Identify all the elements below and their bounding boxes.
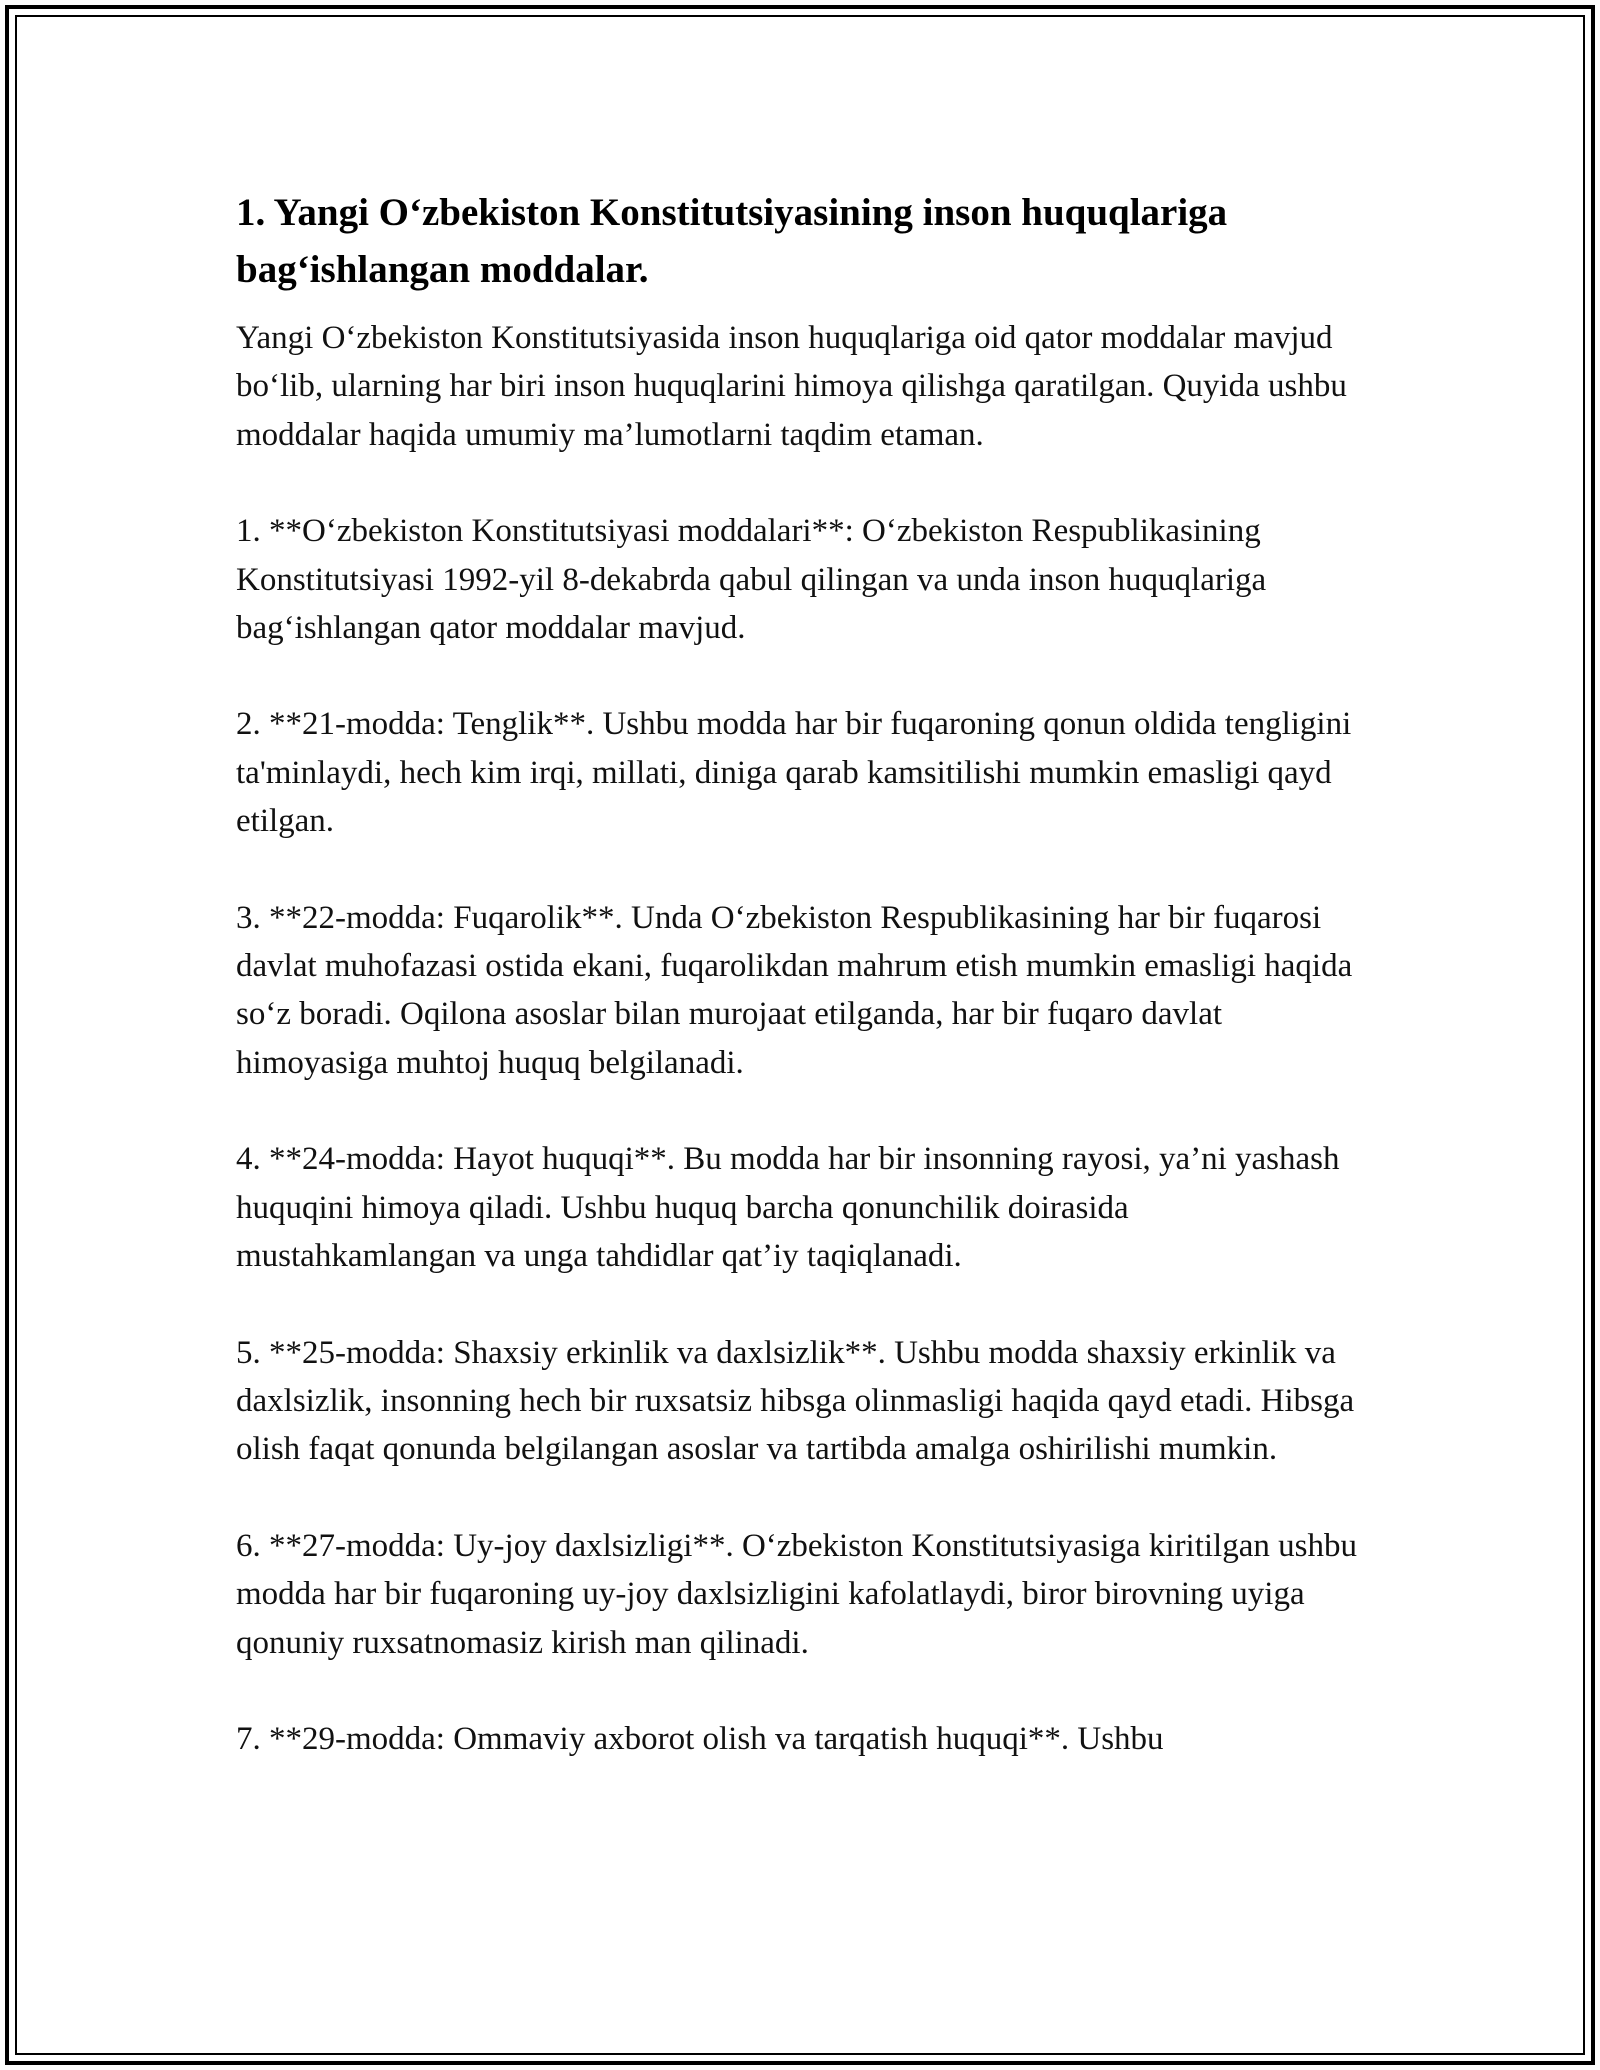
intro-paragraph: Yangi O‘zbekiston Konstitutsiyasida inson huquqlariga oid qator moddalar mavjud bo‘lib, ularning har biri inson huquqlarini himoya qilishga qaratilgan. Quyida ushbu moddalar haqida umumiy ma’lumotlarni taqdim etaman. (236, 320, 1347, 453)
document-title: 1. Yangi O‘zbekiston Konstitutsiyasining inson huquqlariga bag‘ishlangan moddalar. (236, 191, 1228, 291)
list-item-article-24: 4. **24-modda: Hayot huquqi**. Bu modda har bir insonning rayosi, ya’ni yashash huquqini himoya qiladi. Ushbu huquq barcha qonunchilik doirasida mustahkamlangan va unga tahdidlar qat’iy taqiqlanadi. (236, 1141, 1340, 1275)
document-body (236, 184, 1376, 1811)
list-item-article-29: 7. **29-modda: Ommaviy axborot olish va tarqatish huquqi**. Ushbu (236, 1720, 1164, 1757)
list-item-article-21: 2. **21-modda: Tenglik**. Ushbu modda har bir fuqaroning qonun oldida tengligini ta'minlaydi, hech kim irqi, millati, diniga qarab kamsitilishi mumkin emasligi qayd etilgan. (236, 706, 1352, 840)
list-item-article-27: 6. **27-modda: Uy-joy daxlsizligi**. O‘zbekiston Konstitutsiyasiga kiritilgan ushbu modda har bir fuqaroning uy-joy daxlsizligini kafolatlaydi, biror birovning uyiga qonuniy ruxsatnomasiz kirish man qilinadi. (236, 1527, 1357, 1661)
list-item-constitution: 1. **O‘zbekiston Konstitutsiyasi moddalari**: O‘zbekiston Respublikasining Konstitutsiyasi 1992-yil 8-dekabrda qabul qilingan va unda inson huquqlariga bag‘ishlangan qator moddalar mavjud. (236, 513, 1267, 647)
list-item-article-22: 3. **22-modda: Fuqarolik**. Unda O‘zbekiston Respublikasining har bir fuqarosi davlat muhofazasi ostida ekani, fuqarolikdan mahrum etish mumkin emasligi haqida so‘z boradi. Oqilona asoslar bilan murojaat etilganda, har bir fuqaro davlat himoyasiga muhtoj huquq belgilanadi. (236, 899, 1353, 1081)
list-item-article-25: 5. **25-modda: Shaxsiy erkinlik va daxlsizlik**. Ushbu modda shaxsiy erkinlik va daxlsizlik, insonning hech bir ruxsatsiz hibsga olinmasligi haqida qayd etadi. Hibsga olish faqat qonunda belgilangan asoslar va tartibda amalga oshirilishi mumkin. (236, 1334, 1355, 1468)
